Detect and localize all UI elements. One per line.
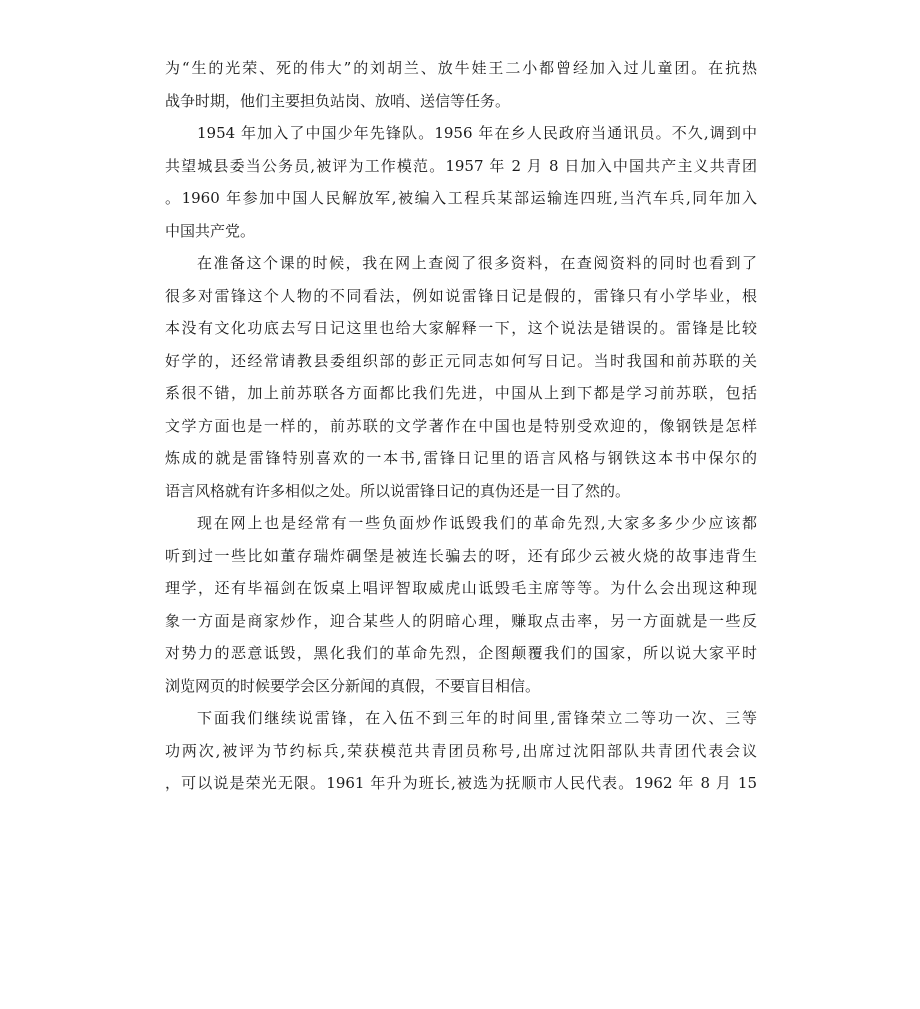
text-line: 文学方面也是一样的，前苏联的文学著作在中国也是特别受欢迎的，像钢铁是怎样 [165, 416, 757, 435]
text-line: 语言风格就有许多相似之处。所以说雷锋日记的真伪还是一目了然的。 [165, 481, 631, 500]
text-line: 象一方面是商家炒作，迎合某些人的阴暗心理，赚取点击率，另一方面就是一些反 [165, 611, 757, 630]
text-line: 功两次,被评为节约标兵,荣获模范共青团员称号,出席过沈阳部队共青团代表会议 [165, 741, 757, 760]
text-line: 共望城县委当公务员,被评为工作模范。1957 年 2 月 8 日加入中国共产主义共青团 [165, 156, 757, 175]
paragraph-2 [165, 117, 757, 247]
text-line: 好学的，还经常请教县委组织部的彭正元同志如何写日记。当时我国和前苏联的关 [165, 351, 757, 370]
text-line: 对势力的恶意诋毁，黑化我们的革命先烈，企图颠覆我们的国家，所以说大家平时 [165, 644, 757, 662]
text-line: 本没有文化功底去写日记这里也给大家解释一下，这个说法是错误的。雷锋是比较 [165, 319, 757, 337]
paragraph-1 [165, 52, 757, 117]
text-line: 很多对雷锋这个人物的不同看法，例如说雷锋日记是假的，雷锋只有小学毕业，根 [165, 286, 757, 305]
text-line: 系很不错，加上前苏联各方面都比我们先进，中国从上到下都是学习前苏联，包括 [165, 384, 757, 402]
text-line: 为“生的光荣、死的伟大”的刘胡兰、放牛娃王二小都曾经加入过儿童团。在抗热 [165, 59, 757, 77]
paragraph-3 [165, 247, 757, 507]
paragraph-4 [165, 507, 757, 702]
document-body [165, 52, 757, 800]
text-line: ，可以说是荣光无限。1961 年升为班长,被选为抚顺市人民代表。1962 年 8 月 15 [165, 774, 757, 792]
paragraph-5 [165, 702, 757, 800]
text-line: 现在网上也是经常有一些负面炒作诋毁我们的革命先烈,大家多多少少应该都 [197, 514, 757, 532]
text-line: 浏览网页的时候要学会区分新闻的真假，不要盲目相信。 [165, 676, 541, 695]
text-line: 。1960 年参加中国人民解放军,被编入工程兵某部运输连四班,当汽车兵,同年加入 [165, 189, 757, 207]
text-line: 战争时期，他们主要担负站岗、放哨、送信等任务。 [165, 91, 511, 110]
text-line: 炼成的就是雷锋特别喜欢的一本书,雷锋日记里的语言风格与钢铁这本书中保尔的 [165, 449, 757, 467]
text-line: 下面我们继续说雷锋，在入伍不到三年的时间里,雷锋荣立二等功一次、三等 [197, 709, 757, 727]
text-line: 听到过一些比如董存瑞炸碉堡是被连长骗去的呀，还有邱少云被火烧的故事违背生 [165, 546, 757, 565]
text-line: 中国共产党。 [165, 221, 256, 240]
text-line: 在准备这个课的时候，我在网上查阅了很多资料，在查阅资料的同时也看到了 [197, 254, 757, 272]
text-line: 理学，还有毕福剑在饭桌上唱评智取威虎山诋毁毛主席等等。为什么会出现这种现 [165, 579, 757, 597]
text-line: 1954 年加入了中国少年先锋队。1956 年在乡人民政府当通讯员。不久,调到中 [197, 124, 757, 142]
